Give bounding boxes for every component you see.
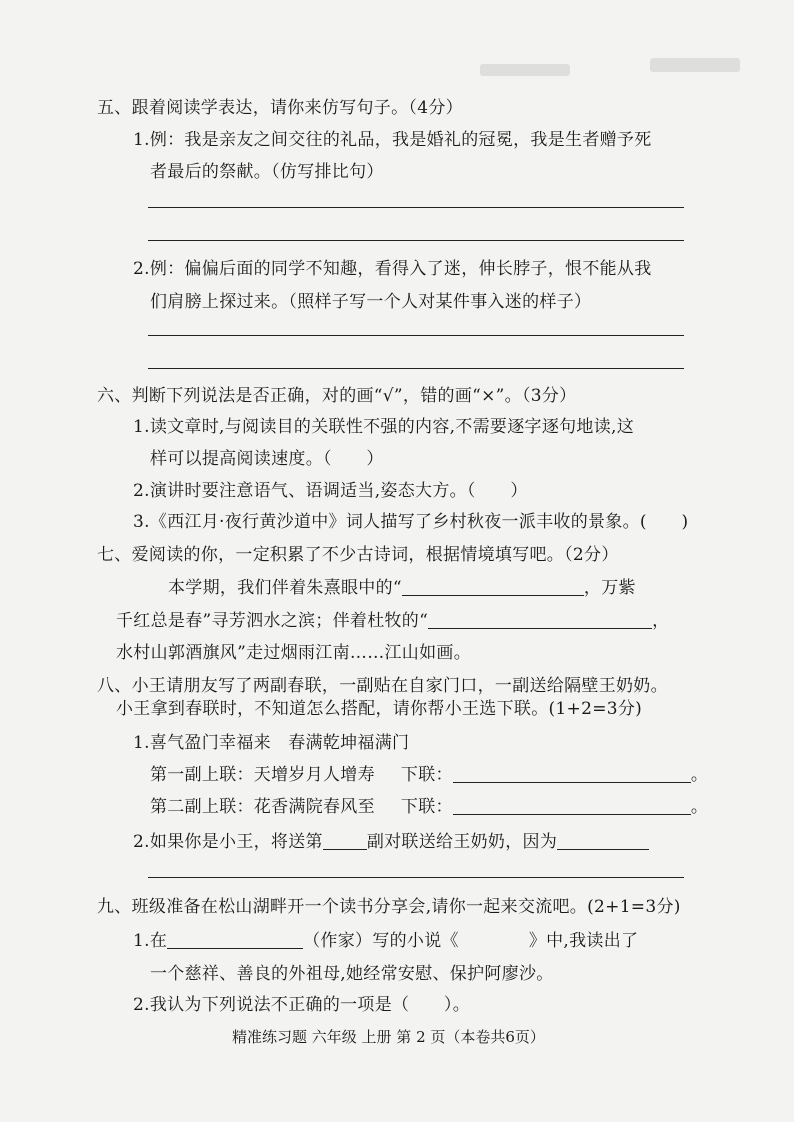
s6-q2: 2.演讲时要注意语气、语调适当,姿态大方。（ ） <box>133 481 528 501</box>
s8-pair2 <box>150 795 708 819</box>
scan-smudge <box>650 58 740 72</box>
s5-q2-answer-line-2[interactable] <box>148 368 684 369</box>
s7-blank-2[interactable] <box>428 610 652 629</box>
page-footer: 精准练习题 六年级 上册 第 2 页（本卷共6页） <box>232 1028 545 1046</box>
s8-q2-blank-number[interactable] <box>323 831 367 850</box>
s5-q1-answer-line-2[interactable] <box>148 240 684 241</box>
s9-q2: 2.我认为下列说法不正确的一项是（ ）。 <box>133 995 471 1015</box>
s8-q1: 1.喜气盈门幸福来 春满乾坤福满门 <box>133 733 410 753</box>
s8-pair1-lower-label: 下联： <box>400 765 453 785</box>
s6-q1-line2: 样可以提高阅读速度。（ ） <box>150 449 384 469</box>
s8-pair2-upper: 第二副上联：花香满院春风至 <box>150 797 375 817</box>
s5-q1-line2: 者最后的祭献。（仿写排比句） <box>150 162 384 182</box>
s8-pair2-lower-label: 下联： <box>400 797 453 817</box>
s7-text: ， <box>652 611 670 631</box>
s7-para-line3: 水村山郭酒旗风”走过烟雨江南……江山如画。 <box>116 643 471 663</box>
s8-q2-text: 副对联送给王奶奶，因为 <box>366 832 558 852</box>
s8-q2 <box>133 830 649 854</box>
section-5-heading: 五、跟着阅读学表达，请你来仿写句子。（4分） <box>97 98 463 118</box>
s8-pair1-upper: 第一副上联：天增岁月人增寿 <box>150 765 375 785</box>
s7-text: 本学期，我们伴着朱熹眼中的“ <box>168 578 402 598</box>
s5-q1-answer-line-1[interactable] <box>148 207 684 208</box>
s7-text: 千红总是春”寻芳泗水之滨；伴着杜牧的“ <box>116 611 429 631</box>
section-9-heading: 九、班级准备在松山湖畔开一个读书分享会,请你一起来交流吧。(2+1=3分) <box>97 897 681 917</box>
scan-smudge <box>480 64 570 76</box>
s8-pair1 <box>150 763 708 787</box>
s7-para-line2 <box>116 609 669 633</box>
s8-period: 。 <box>690 765 709 785</box>
section-6-heading: 六、判断下列说法是否正确，对的画“√”，错的画“×”。（3分） <box>97 386 577 406</box>
s8-q2-blank-reason[interactable] <box>557 831 649 850</box>
s5-q2-answer-line-1[interactable] <box>148 335 684 336</box>
s9-q1-line1 <box>133 929 638 953</box>
s8-period: 。 <box>690 797 709 817</box>
s8-pair1-answer[interactable] <box>453 764 691 783</box>
s8-pair2-answer[interactable] <box>453 796 691 815</box>
s5-q2-line1: 2.例：偏偏后面的同学不知趣，看得入了迷，伸长脖子，恨不能从我 <box>133 259 652 279</box>
s5-q2-line2: 们肩膀上探过来。（照样子写一个人对某件事入迷的样子） <box>150 292 592 312</box>
s6-q1-line1: 1.读文章时,与阅读目的关联性不强的内容,不需要逐字逐句地读,这 <box>133 417 635 437</box>
s8-q2-answer-line[interactable] <box>148 877 684 878</box>
s7-text: ，万紫 <box>583 578 636 598</box>
s6-q3: 3.《西江月·夜行黄沙道中》词人描写了乡村秋夜一派丰收的景象。( ) <box>133 512 689 532</box>
s7-blank-1[interactable] <box>402 577 584 596</box>
s9-author-blank[interactable] <box>167 930 303 949</box>
s9-text: 1.在 <box>133 931 168 951</box>
s9-text: （作家）写的小说《 <box>303 931 459 951</box>
section-7-heading: 七、爱阅读的你，一定积累了不少古诗词，根据情境填写吧。（2分） <box>97 545 619 565</box>
s9-q1-line2: 一个慈祥、善良的外祖母,她经常安慰、保护阿廖沙。 <box>150 964 554 984</box>
s8-q2-text: 2.如果你是小王，将送第 <box>133 832 323 852</box>
s5-q1-line1: 1.例：我是亲友之间交往的礼品，我是婚礼的冠冕，我是生者赠予死 <box>133 130 652 150</box>
s9-text: 》中,我读出了 <box>528 931 639 951</box>
s7-para-line1 <box>168 576 636 600</box>
section-8-heading-2: 小王拿到春联时，不知道怎么搭配，请你帮小王选下联。(1+2=3分) <box>116 699 643 719</box>
section-8-heading: 八、小王请朋友写了两副春联，一副贴在自家门口，一副送给隔壁王奶奶。 <box>97 676 668 696</box>
